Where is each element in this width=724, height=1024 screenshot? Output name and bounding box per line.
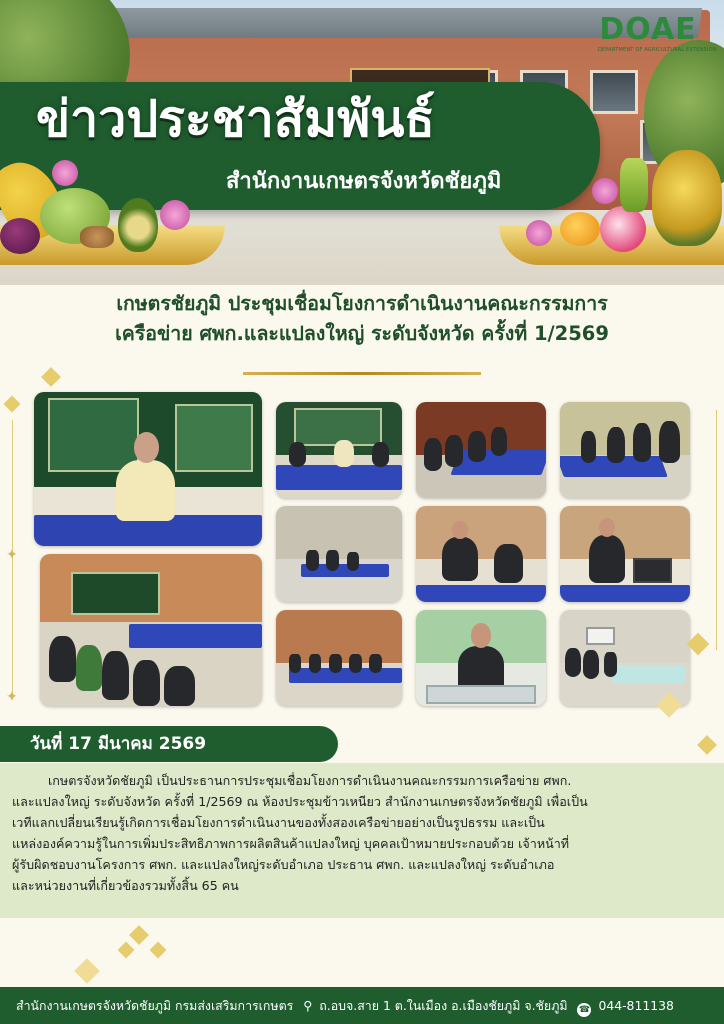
diamond-ornament-icon bbox=[74, 958, 99, 983]
lotus-flower-icon bbox=[160, 200, 190, 230]
header-window bbox=[590, 70, 638, 114]
footer-address: ถ.อบจ.สาย 1 ต.ในเมือง อ.เมืองชัยภูมิ จ.ชัยภูมิ bbox=[319, 998, 568, 1013]
gold-divider bbox=[243, 372, 481, 375]
bamboo-shoot-icon bbox=[620, 158, 648, 212]
body-line: เกษตรจังหวัดชัยภูมิ เป็นประธานการประชุมเชื่อมโยงการดำเนินงานคณะกรรมการเครือข่าย ศพก. bbox=[48, 773, 572, 788]
dragon-fruit-icon bbox=[600, 206, 646, 252]
decor-line bbox=[716, 410, 717, 650]
meeting-hall-photo bbox=[40, 554, 262, 706]
page-subtitle: สำนักงานเกษตรจังหวัดชัยภูมิ bbox=[226, 169, 502, 194]
lotus-flower-icon bbox=[52, 160, 78, 186]
headline-line: เครือข่าย ศพก.และแปลงใหญ่ ระดับจังหวัด ครั้งที่ 1/2569 bbox=[115, 322, 609, 345]
presenter-photo bbox=[416, 506, 546, 602]
speaker-photo bbox=[416, 610, 546, 706]
headline-line: เกษตรชัยภูมิ ประชุมเชื่อมโยงการดำเนินงานคณะกรรมการ bbox=[116, 292, 608, 315]
phone-icon: ☎ bbox=[578, 1005, 591, 1015]
footer-contact bbox=[16, 996, 716, 1017]
footer-phone: 044-811138 bbox=[598, 998, 674, 1013]
footer-office: สำนักงานเกษตรจังหวัดชัยภูมิ กรมส่งเสริมการเกษตร bbox=[16, 998, 294, 1013]
body-line: แหล่งองค์ความรู้ในการเพิ่มประสิทธิภาพการผลิตสินค้าแปลงใหญ่ บุคคลเป้าหมายประกอบด้วย เจ้าหน้าที่ bbox=[12, 836, 570, 851]
diamond-ornament-icon bbox=[150, 942, 167, 959]
diamond-ornament-icon bbox=[118, 942, 135, 959]
diamond-ornament-icon bbox=[697, 735, 717, 755]
mango-icon bbox=[560, 212, 600, 246]
presenter-photo bbox=[560, 506, 690, 602]
diamond-ornament-icon bbox=[41, 367, 61, 387]
photo-chairperson bbox=[34, 392, 262, 546]
diamond-ornament-icon bbox=[687, 633, 710, 656]
passion-fruit-icon bbox=[0, 218, 40, 254]
body-line: ผู้รับผิดชอบงานโครงการ ศพก. และแปลงใหญ่ระดับอำเภอ ประธาน ศพก. และแปลงใหญ่ ระดับอำเภอ bbox=[12, 857, 555, 872]
sparkle-icon: ✦ bbox=[6, 547, 18, 563]
page-title: ข่าวประชาสัมพันธ์ bbox=[36, 90, 435, 148]
doae-logo bbox=[598, 12, 717, 62]
news-date: วันที่ 17 มีนาคม 2569 bbox=[30, 734, 207, 754]
body-line: เวทีแลกเปลี่ยนเรียนรู้เกิดการเชื่อมโยงการดำเนินงานของทั้งสองเครือข่ายอย่างเป็นรูปธรรม และเป็น bbox=[12, 815, 545, 830]
avocado-icon bbox=[118, 198, 158, 252]
lotus-flower-icon bbox=[592, 178, 618, 204]
map-pin-icon: ⚲ bbox=[303, 998, 313, 1013]
body-line: และหน่วยงานที่เกี่ยวข้องรวมทั้งสิ้น 65 คน bbox=[12, 878, 239, 893]
meeting-photo bbox=[416, 402, 546, 498]
meeting-room-photo bbox=[276, 506, 402, 602]
meeting-photo bbox=[560, 402, 690, 498]
meeting-photo bbox=[276, 402, 402, 498]
logo-word: DOAE bbox=[599, 12, 697, 47]
sparkle-icon: ✦ bbox=[6, 689, 18, 705]
news-body bbox=[12, 770, 714, 896]
body-line: และแปลงใหญ่ ระดับจังหวัด ครั้งที่ 1/2569 ณ ห้องประชุมข้าวเหนียว สำนักงานเกษตรจังหวัดชัยภูมิ เพื่อเป็น bbox=[12, 794, 588, 809]
header-banner bbox=[0, 0, 724, 285]
meeting-room-photo bbox=[276, 610, 402, 706]
diamond-ornament-icon bbox=[4, 396, 21, 413]
news-headline bbox=[0, 289, 724, 349]
logo-subtext: DEPARTMENT OF AGRICULTURAL EXTENSION bbox=[598, 47, 717, 53]
ginger-icon bbox=[80, 226, 114, 248]
lotus-flower-icon bbox=[526, 220, 552, 246]
meeting-room-photo bbox=[560, 610, 690, 706]
durian-icon bbox=[652, 150, 722, 246]
diamond-ornament-icon bbox=[129, 925, 149, 945]
